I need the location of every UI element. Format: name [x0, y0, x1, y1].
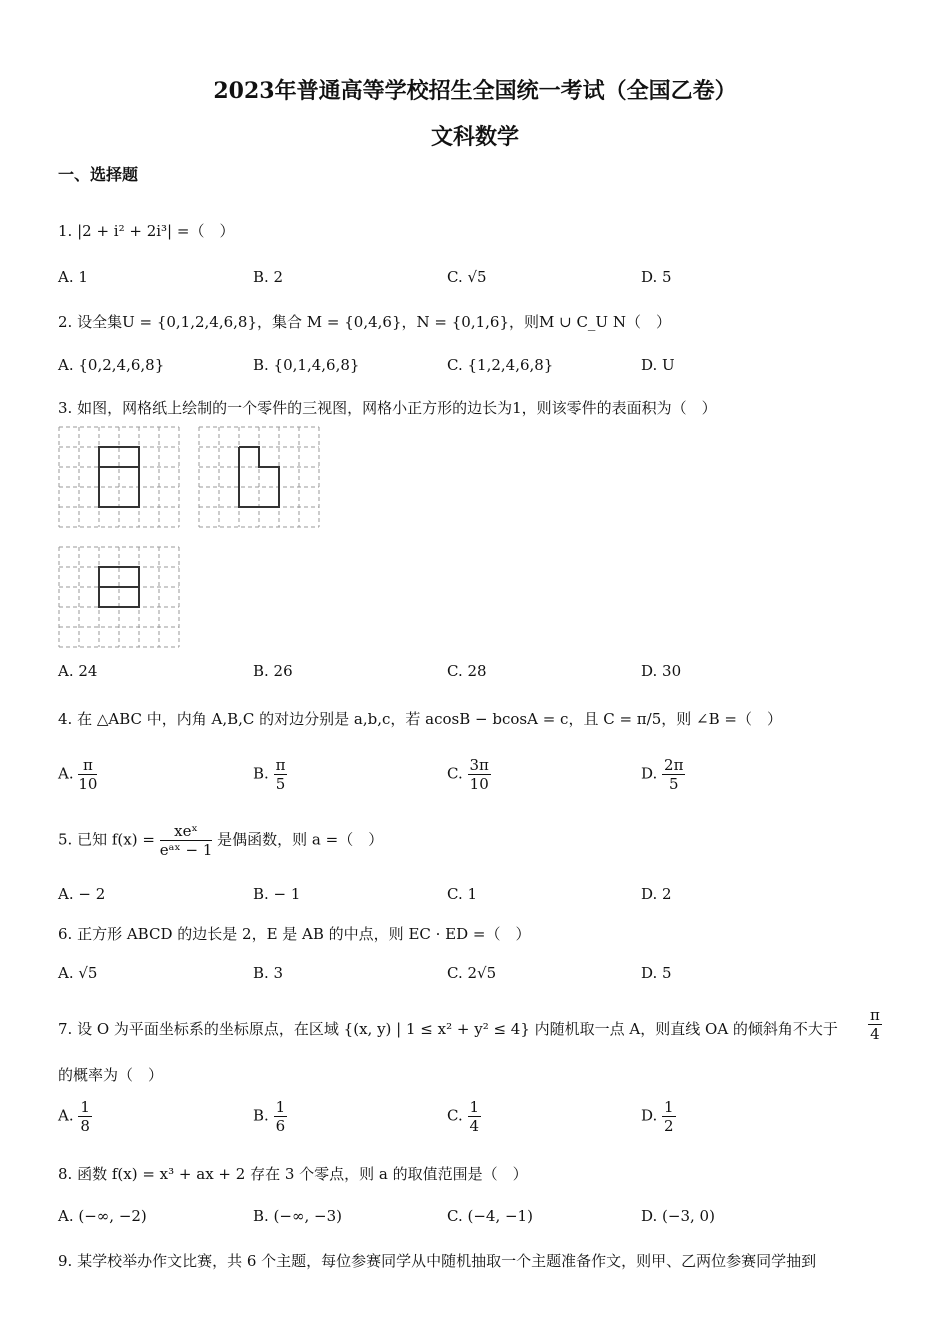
q3-option-a: A. 24 [58, 662, 98, 680]
fraction-denominator: 8 [80, 1117, 90, 1135]
question-1-stem: 1. |2 + i² + 2i³| =（ ） [58, 222, 235, 240]
q8-option-c: C. (−4, −1) [447, 1207, 533, 1225]
q7-option-d [641, 1098, 676, 1135]
q7-option-b-label: B. [253, 1106, 269, 1125]
question-6-stem: 6. 正方形 ABCD 的边长是 2，E 是 AB 的中点，则 EC · ED =（ ） [58, 925, 531, 943]
q7-option-d-label: D. [641, 1106, 658, 1125]
fraction-numerator: 3π [469, 756, 489, 774]
fraction-numerator: 1 [664, 1098, 674, 1116]
question-7-stem-line2: 的概率为（ ） [58, 1066, 164, 1084]
question-3-stem: 3. 如图，网格纸上绘制的一个零件的三视图，网格小正方形的边长为1，则该零件的表面积为（ ） [58, 399, 717, 417]
question-2-stem: 2. 设全集U = {0,1,2,4,6,8}，集合 M = {0,4,6}，N = {0,1,6}，则M ∪ C_U N（ ） [58, 313, 671, 331]
q2-option-b: B. {0,1,4,6,8} [253, 356, 360, 374]
q7-stem-fraction [868, 1006, 882, 1043]
q8-option-d: D. (−3, 0) [641, 1207, 715, 1225]
q3-option-b: B. 26 [253, 662, 293, 680]
fraction-numerator: 1 [80, 1098, 90, 1116]
q4-option-b [253, 756, 287, 793]
q7-option-c-fraction [468, 1098, 482, 1135]
fraction-denominator: eᵃˣ − 1 [159, 841, 213, 859]
q7-option-a-fraction [78, 1098, 92, 1135]
q7-fraction [868, 1006, 882, 1043]
q7-option-d-fraction [662, 1098, 676, 1135]
q4-option-c-fraction [468, 756, 491, 793]
fraction-numerator: π [275, 756, 286, 774]
fraction-numerator: xeˣ [160, 822, 213, 841]
q6-option-c: C. 2√5 [447, 964, 497, 982]
q4-option-c-label: C. [447, 764, 463, 783]
fraction-denominator: 2 [664, 1117, 674, 1135]
q7-option-b [253, 1098, 287, 1135]
q5-stem-pre: 5. 已知 f(x) = [58, 830, 155, 849]
q7-option-a-label: A. [58, 1106, 74, 1125]
fraction-numerator: 1 [275, 1098, 286, 1116]
question-9-stem: 9. 某学校举办作文比赛，共 6 个主题，每位参赛同学从中随机抽取一个主题准备作文，则甲、乙两位参赛同学抽到 [58, 1252, 817, 1270]
q1-option-c: C. √5 [447, 268, 487, 286]
top-view-outline [99, 567, 139, 607]
q7-option-c-label: C. [447, 1106, 463, 1125]
q6-option-b: B. 3 [253, 964, 284, 982]
fraction-denominator: 10 [78, 775, 98, 793]
fraction-numerator: 2π [664, 756, 684, 774]
q8-option-b: B. (−∞, −3) [253, 1207, 342, 1225]
fraction-numerator: π [78, 756, 97, 775]
fraction-denominator: 4 [469, 1117, 480, 1135]
fraction-denominator: 10 [469, 775, 489, 793]
q7-option-b-fraction [274, 1098, 288, 1135]
q2-option-a: A. {0,2,4,6,8} [58, 356, 165, 374]
q5-option-d: D. 2 [641, 885, 672, 903]
q4-option-a-label: A. [58, 764, 74, 783]
q2-option-c: C. {1,2,4,6,8} [447, 356, 554, 374]
q3-option-d: D. 30 [641, 662, 682, 680]
q4-option-b-label: B. [253, 764, 269, 783]
grid-lines [199, 427, 319, 527]
q5-option-a: A. − 2 [58, 885, 106, 903]
q4-option-a-fraction [78, 756, 97, 793]
q6-option-d: D. 5 [641, 964, 672, 982]
q5-stem-post: 是偶函数，则 a =（ ） [217, 830, 384, 849]
question-8-stem: 8. 函数 f(x) = x³ + ax + 2 存在 3 个零点，则 a 的取值范围是（ ） [58, 1165, 528, 1183]
q1-option-b: B. 2 [253, 268, 284, 286]
fraction-denominator: 4 [870, 1025, 880, 1043]
q3-option-c: C. 28 [447, 662, 487, 680]
q1-option-a: A. 1 [58, 268, 88, 286]
q5-fraction [160, 822, 213, 859]
top-view-figure [58, 546, 180, 648]
q6-option-a: A. √5 [58, 964, 98, 982]
q7-option-c [447, 1098, 481, 1135]
q4-option-b-fraction [274, 756, 288, 793]
fraction-numerator: 1 [469, 1098, 480, 1116]
q5-option-c: C. 1 [447, 885, 478, 903]
question-5-stem [58, 822, 383, 859]
fraction-denominator: 5 [275, 775, 286, 793]
q4-option-c [447, 756, 491, 793]
q1-option-d: D. 5 [641, 268, 672, 286]
q7-option-a [58, 1098, 92, 1135]
grid-lines [59, 547, 179, 647]
fraction-denominator: 6 [275, 1117, 286, 1135]
question-4-stem: 4. 在 △ABC 中，内角 A,B,C 的对边分别是 a,b,c，若 acosB − bcosA = c，且 C = π/5，则 ∠B =（ ） [58, 710, 782, 728]
q5-option-b: B. − 1 [253, 885, 301, 903]
fraction-denominator: 5 [668, 775, 679, 793]
page-subtitle: 文科数学 [430, 124, 519, 150]
fraction-numerator: π [870, 1006, 880, 1024]
q2-option-d: D. U [641, 356, 675, 374]
q4-option-d [641, 756, 685, 793]
side-view-figure [198, 426, 320, 528]
q4-option-d-label: D. [641, 764, 658, 783]
question-7-stem: 7. 设 O 为平面坐标系的坐标原点，在区域 {(x, y) | 1 ≤ x² + y² ≤ 4} 内随机取一点 A，则直线 OA 的倾斜角不大于 [58, 1020, 838, 1038]
grid-lines [59, 427, 179, 527]
q4-option-d-fraction [662, 756, 685, 793]
q4-option-a [58, 756, 97, 793]
front-view-figure [58, 426, 180, 528]
section-title: 一、选择题 [58, 165, 139, 184]
page-title: 2023年普通高等学校招生全国统一考试（全国乙卷） [213, 78, 737, 104]
q8-option-a: A. (−∞, −2) [58, 1207, 147, 1225]
